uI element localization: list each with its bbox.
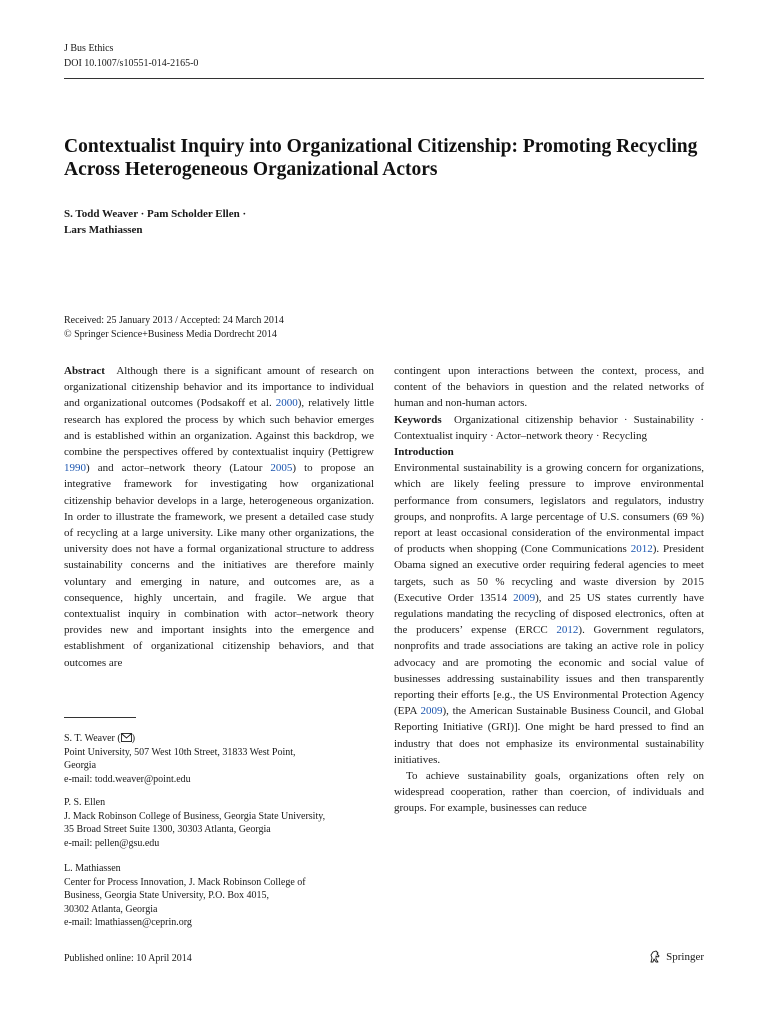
abstract-paragraph: Abstract Although there is a significant amount of research on organizational citizenship behavior and its importance to individual and organizational outcomes (Podsakoff et al. 2000), relatively little research has explored the process by which such behavior emerges and is established within an organization. Against this backdrop, we combine the perspectives offered by contextualist inquiry (Pettigrew 1990) and actor–network theory (Latour 2005) to propose an integrative framework for investigating how organizational citizenship behavior develops in a large, heterogeneous organization. In order to illustrate the framework, we present a detailed case study of recycling at a large university. Like many other organizations, the university does not have a formal organizational structure to address sustainability concerns and the initiatives are therefore mainly voluntary and emerging in nature, and outcomes are, as a consequence, highly uncertain, and fragile. We argue that contextualist inquiry in combination with actor–network theory provides new and important insights into the emergence and establishment of organizational citizenship behaviors, and that outcomes are bbox=[64, 365, 374, 669]
affiliation-ellen: P. S. Ellen J. Mack Robinson College of Business, Georgia State University, 35 Broad Street Suite 1300, 30303 Atlanta, Georgia e-mail: pellen@gsu.edu bbox=[64, 796, 374, 850]
copyright-notice: © Springer Science+Business Media Dordrecht 2014 bbox=[64, 329, 277, 340]
author-list bbox=[64, 206, 384, 238]
keywords bbox=[394, 412, 704, 444]
received-accepted-dates: Received: 25 January 2013 / Accepted: 24 March 2014 bbox=[64, 315, 284, 326]
springer-horse-icon bbox=[648, 950, 662, 964]
intro-paragraph-2: To achieve sustainability goals, organizations often rely on widespread cooperation, rather than coercion, of individuals and groups. For example, businesses can reduce bbox=[394, 770, 704, 815]
article-dates bbox=[64, 314, 284, 342]
citation-link[interactable]: 2005 bbox=[270, 462, 293, 475]
email-link[interactable]: e-mail: todd.weaver@point.edu bbox=[64, 773, 191, 785]
footnote-divider bbox=[64, 717, 136, 718]
header-rule bbox=[64, 78, 704, 79]
affiliation-mathiassen: L. Mathiassen Center for Process Innovation, J. Mack Robinson College of Business, Georgia State University, P.O. Box 4015, 30302 Atlanta, Georgia e-mail: lmathiassen@ceprin.org bbox=[64, 862, 374, 930]
keywords-label: Keywords bbox=[394, 413, 442, 426]
abstract-column bbox=[64, 363, 374, 671]
affiliation-weaver: S. T. Weaver ( ) Point University, 507 West 10th Street, 31833 West Point, Georgia e-mail: todd.weaver@point.edu bbox=[64, 732, 374, 786]
abstract-continuation: contingent upon interactions between the context, process, and content of the behaviors in question and the related networks of human and non-human actors. bbox=[394, 365, 704, 410]
doi-link[interactable]: DOI 10.1007/s10551-014-2165-0 bbox=[64, 58, 199, 69]
published-date: Published online: 10 April 2014 bbox=[64, 953, 192, 964]
publisher-mark bbox=[648, 950, 704, 964]
author-line-2: Lars Mathiassen bbox=[64, 224, 143, 236]
citation-link[interactable]: 2000 bbox=[275, 397, 298, 410]
publisher-name: Springer bbox=[666, 951, 704, 963]
author-line-1: S. Todd Weaver · Pam Scholder Ellen · bbox=[64, 208, 247, 220]
citation-link[interactable]: 2012 bbox=[630, 543, 653, 556]
keywords-list: Organizational citizenship behavior · Sustainability · Contextualist inquiry · Actor–network theory · Recycling bbox=[394, 413, 704, 442]
article-title: Contextualist Inquiry into Organizational Citizenship: Promoting Recycling Across Heterogeneous Organizational Actors bbox=[64, 136, 698, 180]
citation-link[interactable]: 2012 bbox=[556, 624, 579, 637]
email-link[interactable]: e-mail: pellen@gsu.edu bbox=[64, 837, 160, 849]
citation-link[interactable]: 2009 bbox=[513, 591, 536, 604]
section-heading-introduction: Introduction bbox=[394, 446, 454, 459]
right-column bbox=[394, 363, 704, 817]
journal-name: J Bus Ethics bbox=[64, 43, 114, 54]
citation-link[interactable]: 1990 bbox=[64, 462, 86, 475]
email-link[interactable]: e-mail: lmathiassen@ceprin.org bbox=[64, 917, 192, 928]
intro-paragraph-1: Environmental sustainability is a growing concern for organizations, which are likely feeling pressure to improve environmental performance from consumers, legislators and regulators, industry groups, and nonprofits. A large percentage of U.S. consumers (69 %) report at least occasional consideration of the environmental impact of products when shopping (Cone Communications 2012). President Obama signed an executive order requiring federal agencies to meet targets, such as 50 % recycling and waste diversion by 2015 (Executive Order 13514 2009), and 25 US states currently have regulations mandating the recycling of disposed electronics, often at the producers’ expense (ERCC 2012). Government regulators, nonprofits and trade associations are taking an active role in policy advocacy and are promoting the economic and social value of businesses addressing sustainability issues and then transparently reporting their efforts [e.g., the US Environmental Protection Agency (EPA 2009), the American Sustainable Business Council, and Global Reporting Initiative (GRI)]. One might be hard pressed to find an industry that does not emphasize its environmental sustainability initiatives. bbox=[394, 462, 704, 766]
citation-link[interactable]: 2009 bbox=[420, 705, 443, 718]
abstract-label: Abstract bbox=[64, 365, 105, 377]
envelope-icon bbox=[121, 733, 132, 742]
